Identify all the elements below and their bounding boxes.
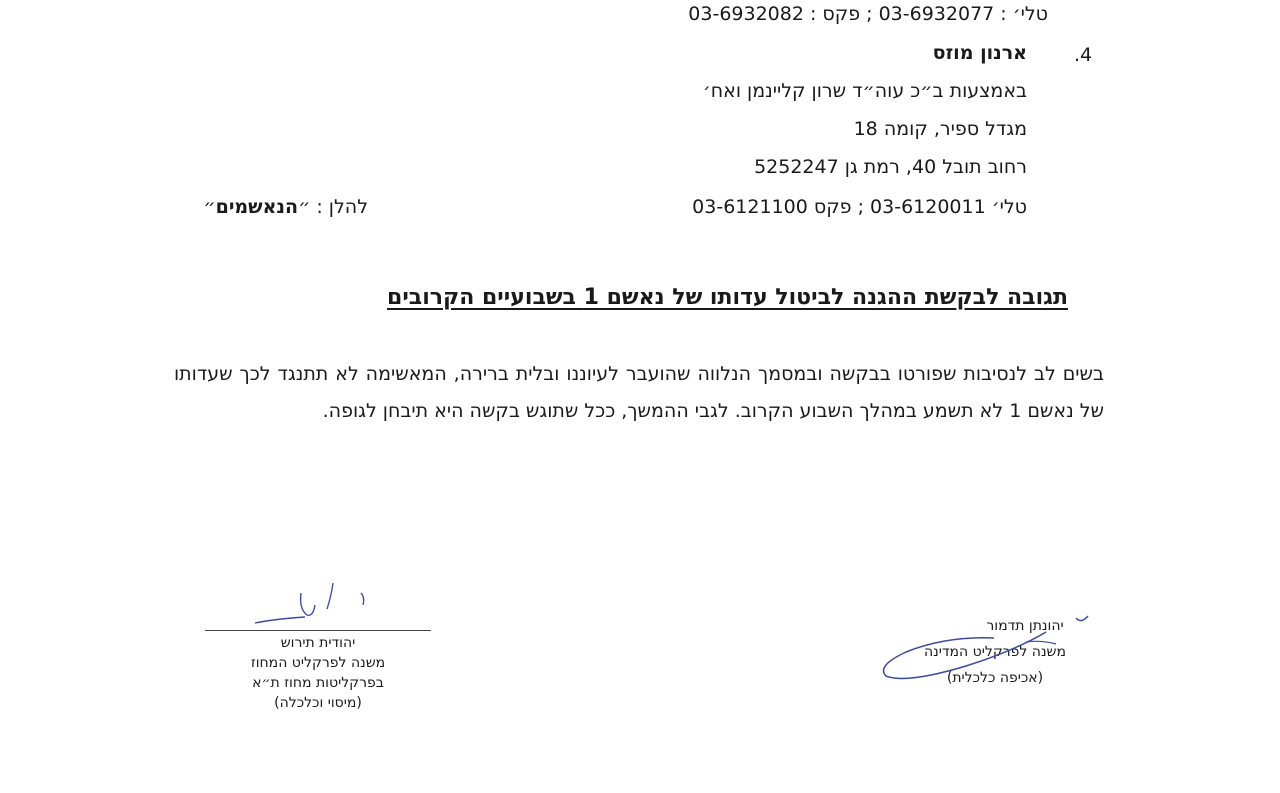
response-body: בשים לב לנסיבות שפורטו בבקשה ובמסמך הנלווה שהועבר לעיוננו ובלית ברירה, המאשימה לא תתנגד לכך שעדותו של נאשם 1 לא תשמע במהלך השבוע הקרוב. לגבי ההמשך, ככל שתוגש בקשה היא תיבחן לגופה.: [174, 363, 1104, 422]
left-signer-title-1: משנה לפרקליט המחוז: [250, 655, 386, 671]
hereinafter-label: [203, 195, 368, 219]
item-number: .4: [1074, 44, 1093, 66]
hereinafter-term: הנאשמים: [215, 196, 299, 218]
left-signer-title-3: (מיסוי וכלכלה): [274, 695, 362, 711]
left-signer-title-2: בפרקליטות מחוז ת״א: [252, 675, 384, 691]
previous-phone-line: טלי׳ : 03-6932077 ; פקס : 03-6932082: [688, 3, 1048, 25]
left-signature-mark: [235, 575, 435, 635]
right-signer-title-2: (אכיפה כלכלית): [946, 670, 1044, 686]
right-signer-name: יהונתן תדמור: [986, 618, 1064, 634]
left-signer-name: יהודית תירוש: [280, 635, 356, 651]
right-signer-title-1: משנה לפרקליט המדינה: [924, 644, 1066, 660]
address-line-3: רחוב תובל 40, רמת גן 5252247: [754, 156, 1027, 178]
left-signature-block: [205, 630, 431, 713]
phone-fax-line: טלי׳ 03-6120011 ; פקס 03-6121100: [692, 196, 1027, 218]
party-details: [0, 0, 1280, 240]
right-signature-mark: [876, 608, 1106, 688]
hereinafter-prefix: להלן : ״: [298, 196, 368, 218]
signature-line: [205, 630, 431, 631]
address-line-1: באמצעות ב״כ עוה״ד שרון קליינמן ואח׳: [702, 80, 1027, 102]
document-heading: תגובה לבקשת ההגנה לביטול עדותו של נאשם 1 בשבועיים הקרובים: [387, 285, 1068, 310]
defendant-name: ארנון מוזס: [932, 42, 1027, 64]
hereinafter-suffix: ״: [203, 196, 216, 218]
address-line-2: מגדל ספיר, קומה 18: [853, 118, 1027, 140]
